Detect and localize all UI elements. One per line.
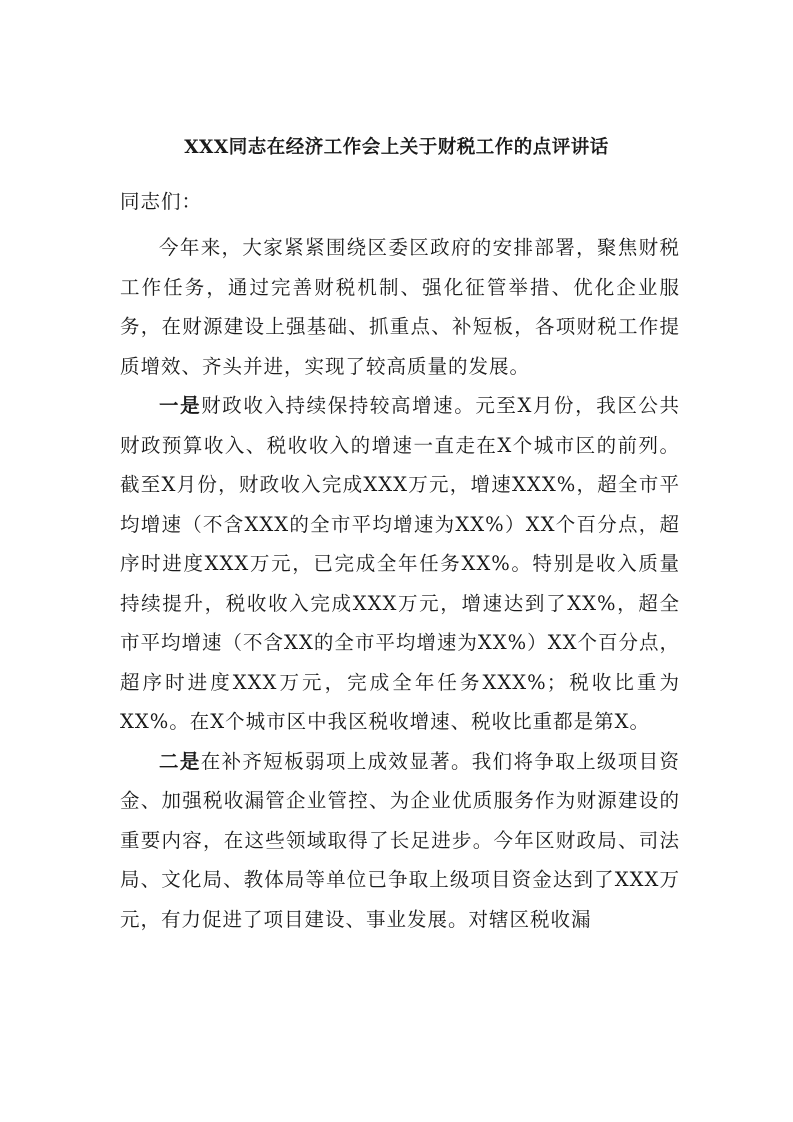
paragraph-text: 在补齐短板弱项上成效显著。我们将争取上级项目资金、加强税收漏管企业管控、为企业优质服务作为财源建设的重要内容，在这些领域取得了长足进步。今年区财政局、司法局、文化局、教体局等单位已争取上级项目资金达到了XXX万元，有力促进了项目建设、事业发展。对辖区税收漏: [120, 749, 680, 931]
document-title: XXX同志在经济工作会上关于财税工作的点评讲话: [184, 137, 609, 158]
paragraph-lead: 一是: [159, 394, 202, 417]
paragraph-intro: [120, 228, 680, 386]
paragraph-text: 今年来，大家紧紧围绕区委区政府的安排部署，聚焦财税工作任务，通过完善财税机制、强化征管举措、优化企业服务，在财源建设上强基础、抓重点、补短板，各项财税工作提质增效、齐头并进，实现了较高质量的发展。: [120, 236, 680, 378]
salutation: 同志们：: [120, 190, 203, 213]
paragraph-text: 财政收入持续保持较高增速。元至X月份，我区公共财政预算收入、税收收入的增速一直走在X个城市区的前列。截至X月份，财政收入完成XXX万元，增速XXX%，超全市平均增速（不含XXX的全市平均增速为XX%）XX个百分点，超序时进度XXX万元，已完成全年任务XX%。特别是收入质量持续提升，税收收入完成XXX万元，增速达到了XX%，超全市平均增速（不含XX的全市平均增速为XX%）XX个百分点，超序时进度XXX万元，完成全年任务XXX%；税收比重为XX%。在X个城市区中我区税收增速、税收比重都是第X。: [120, 394, 680, 733]
document-body: [120, 228, 680, 939]
paragraph-point-one: [120, 386, 680, 742]
paragraph-point-two: [120, 742, 680, 940]
paragraph-lead: 二是: [159, 749, 201, 773]
